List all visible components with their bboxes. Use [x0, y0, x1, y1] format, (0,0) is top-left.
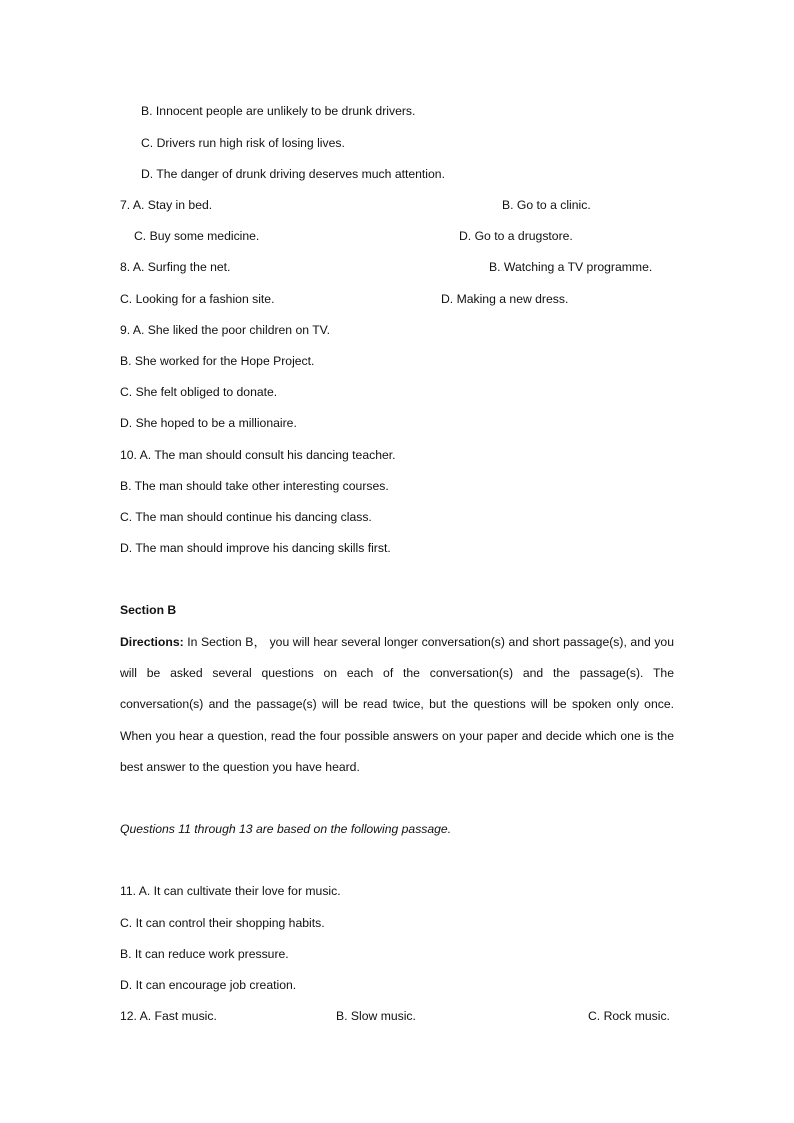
section-b-directions: [120, 627, 674, 783]
q6-option-d: D. The danger of drunk driving deserves much attention.: [141, 167, 445, 181]
q11-option-c: C. It can control their shopping habits.: [120, 916, 325, 930]
q8-option-c: C. Looking for a fashion site.: [120, 292, 275, 306]
q8-option-a: 8. A. Surfing the net.: [120, 260, 231, 274]
q7-option-c: C. Buy some medicine.: [134, 229, 260, 243]
q10-option-a: 10. A. The man should consult his dancing teacher.: [120, 448, 396, 462]
section-b-title: Section B: [120, 603, 177, 617]
q11-option-b: B. It can reduce work pressure.: [120, 947, 289, 961]
q11-option-d: D. It can encourage job creation.: [120, 978, 297, 992]
q12-option-c: C. Rock music.: [588, 1009, 670, 1023]
q10-option-c: C. The man should continue his dancing class.: [120, 510, 372, 524]
q7-option-a: 7. A. Stay in bed.: [120, 198, 213, 212]
q12-option-b: B. Slow music.: [336, 1009, 416, 1023]
directions-text: In Section B， you will hear several longer conversation(s) and short passage(s), and you will be asked several questions on each of the conversation(s) and the passage(s). The conversation(s) and the passage(s) will be read twice, but the questions will be spoken only once. When you hear a question, read the four possible answers on your paper and decide which one is the best answer to the question you have heard.: [120, 635, 674, 774]
q10-option-b: B. The man should take other interesting courses.: [120, 479, 389, 493]
q8-option-d: D. Making a new dress.: [441, 292, 569, 306]
q6-option-c: C. Drivers run high risk of losing lives.: [141, 136, 345, 150]
q11-option-a: 11. A. It can cultivate their love for music.: [120, 884, 341, 898]
q9-option-c: C. She felt obliged to donate.: [120, 385, 278, 399]
directions-label: Directions:: [120, 635, 184, 649]
q10-option-d: D. The man should improve his dancing skills first.: [120, 541, 391, 555]
q7-option-b: B. Go to a clinic.: [502, 198, 591, 212]
q9-option-a: 9. A. She liked the poor children on TV.: [120, 323, 331, 337]
q6-option-b: B. Innocent people are unlikely to be drunk drivers.: [141, 104, 416, 118]
q12-option-a: 12. A. Fast music.: [120, 1009, 217, 1023]
q7-option-d: D. Go to a drugstore.: [459, 229, 573, 243]
q9-option-d: D. She hoped to be a millionaire.: [120, 416, 297, 430]
q9-option-b: B. She worked for the Hope Project.: [120, 354, 315, 368]
q8-option-b: B. Watching a TV programme.: [489, 260, 653, 274]
passage-note: Questions 11 through 13 are based on the following passage.: [120, 822, 452, 836]
